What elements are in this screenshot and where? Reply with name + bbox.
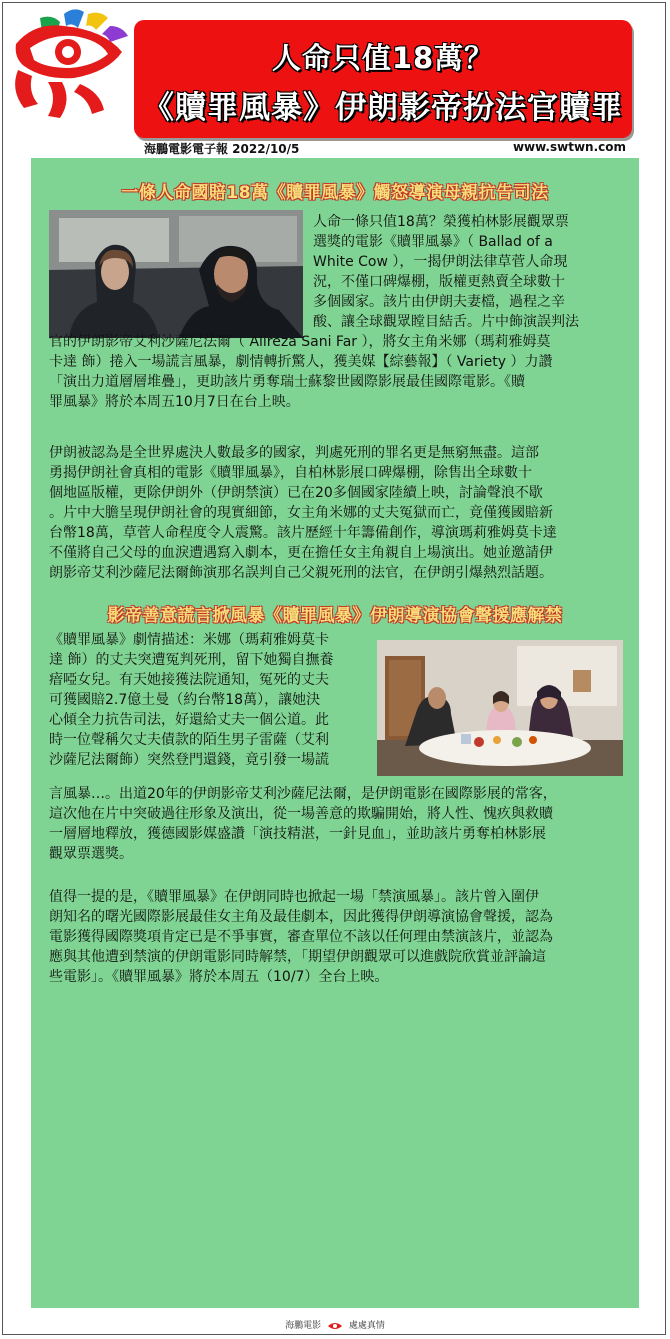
- text-line: 觀眾票選獎。: [49, 846, 133, 862]
- footer-eye-logo-icon: [327, 1320, 343, 1332]
- text-line: 人命一條只值18萬？榮獲柏林影展觀眾票: [313, 214, 569, 230]
- text-line: 時一位聲稱欠丈夫債款的陌生男子雷薩（艾利: [49, 732, 329, 748]
- text-line: 沙薩尼法爾飾）突然登門還錢，竟引發一場謊: [49, 752, 329, 768]
- paragraph-2: [49, 443, 557, 583]
- paragraph-3-continued: [49, 784, 557, 864]
- text-line: 言風暴…。出道20年的伊朗影帝艾利沙薩尼法爾，是伊朗電影在國際影展的常客，: [49, 786, 557, 802]
- text-line: 應與其他遭到禁演的伊朗電影同時解禁，「期望伊朗觀眾可以進戲院欣賞並評論這: [49, 949, 546, 965]
- paragraph-1-continued: [49, 332, 552, 412]
- text-line: 「演出力道層層堆疊」，更助該片勇奪瑞士蘇黎世國際影展最佳國際電影。《贖: [49, 374, 525, 390]
- text-line: 些電影」。《贖罪風暴》將於本周五（10/7）全台上映。: [49, 969, 389, 985]
- text-line: 心傾全力抗告司法，好還給丈夫一個公道。此: [49, 712, 329, 728]
- text-line: 罪風暴》將於本周五10月7日在台上映。: [49, 394, 300, 410]
- text-line: 電影獲得國際獎項肯定已是不爭事實，審查單位不該以任何理由禁演該片，並認為: [49, 929, 553, 945]
- banner-title-line2: 《贖罪風暴》伊朗影帝扮法官贖罪: [143, 90, 623, 126]
- paragraph-1-wrapped: [313, 212, 579, 332]
- text-line: 達 飾）的丈夫突遭冤判死刑，留下她獨自撫養: [49, 652, 334, 668]
- paragraph-3-wrapped: [49, 630, 333, 770]
- text-line: 卡達 飾）捲入一場謊言風暴，劇情轉折驚人，獲美媒【綜藝報】（ Variety ）力讚: [49, 354, 553, 370]
- text-line: 官的伊朗影帝艾利沙薩尼法爾（ Alireza Sani Far ），將女主角米娜（瑪莉雅姆莫: [49, 334, 551, 350]
- article-body: [31, 158, 639, 1308]
- film-still-car-scene: [49, 210, 303, 338]
- text-line: White Cow ），一揭伊朗法律草菅人命現: [313, 254, 568, 270]
- text-line: 朗知名的曙光國際影展最佳女主角及最佳劇本，因此獲得伊朗導演協會聲援，認為: [49, 909, 553, 925]
- section1-heading: 一條人命國賠18萬《贖罪風暴》觸怒導演母親抗告司法: [121, 183, 549, 203]
- text-line: 可獲國賠2.7億土曼（約台幣18萬），讓她決: [49, 692, 321, 708]
- text-line: 瘖啞女兒。有天她接獲法院通知，冤死的丈夫: [49, 672, 329, 688]
- text-line: 多個國家。該片由伊朗夫妻檔，過程之辛: [313, 294, 565, 310]
- text-line: 。片中大膽呈現伊朗社會的現實細節，女主角米娜的丈夫冤獄而亡，竟僅獲國賠新: [49, 505, 553, 521]
- footer: [0, 1318, 670, 1332]
- text-line: 這次他在片中突破過往形象及演出，從一場善意的欺騙開始，將人性、愧疚與救贖: [49, 806, 553, 822]
- film-still-dining-scene: [377, 640, 623, 776]
- text-line: 勇揭伊朗社會真相的電影《贖罪風暴》，自柏林影展口碑爆棚，除售出全球數十: [49, 465, 532, 481]
- text-line: 值得一提的是，《贖罪風暴》在伊朗同時也掀起一場「禁演風暴」。該片曾入圍伊: [49, 889, 539, 905]
- text-line: 《贖罪風暴》劇情描述：米娜（瑪莉雅姆莫卡: [49, 632, 329, 648]
- swtwn-eye-logo: [4, 4, 140, 124]
- newsletter-date: 海鵬電影電子報 2022/10/5: [144, 142, 300, 156]
- banner-title-line1: 人命只值18萬？: [271, 41, 495, 75]
- website-link[interactable]: www.swtwn.com: [512, 140, 626, 154]
- section2-heading: 影帝善意謊言掀風暴《贖罪風暴》伊朗導演協會聲援應解禁: [107, 606, 563, 626]
- text-line: 不僅將自己父母的血淚遭遇寫入劇本，更在擔任女主角親自上場演出。她並邀請伊: [49, 545, 553, 561]
- text-line: 一層層地釋放，獲德國影媒盛讚「演技精湛，一針見血」，並助該片勇奪柏林影展: [49, 826, 546, 842]
- footer-slogan: 處處真情: [348, 1321, 385, 1331]
- footer-brand: 海鵬電影: [285, 1321, 322, 1331]
- text-line: 台幣18萬，草菅人命程度令人震驚。該片歷經十年籌備創作，導演瑪莉雅姆莫卡達: [49, 525, 557, 541]
- text-line: 選獎的電影《贖罪風暴》（ Ballad of a: [313, 234, 553, 250]
- text-line: 朗影帝艾利沙薩尼法爾飾演那名誤判自己父親死刑的法官，在伊朗引爆熱烈話題。: [49, 565, 553, 581]
- text-line: 酸、讓全球觀眾瞠目結舌。片中飾演誤判法: [313, 314, 579, 330]
- title-banner: [134, 20, 632, 138]
- paragraph-4: [49, 887, 553, 987]
- text-line: 伊朗被認為是全世界處決人數最多的國家，判處死刑的罪名更是無窮無盡。這部: [49, 445, 539, 461]
- text-line: 個地區版權，更除伊朗外（伊朗禁演）已在20多個國家陸續上映，討論聲浪不歇: [49, 485, 543, 501]
- text-line: 況，不僅口碑爆棚，版權更熱賣全球數十: [313, 274, 565, 290]
